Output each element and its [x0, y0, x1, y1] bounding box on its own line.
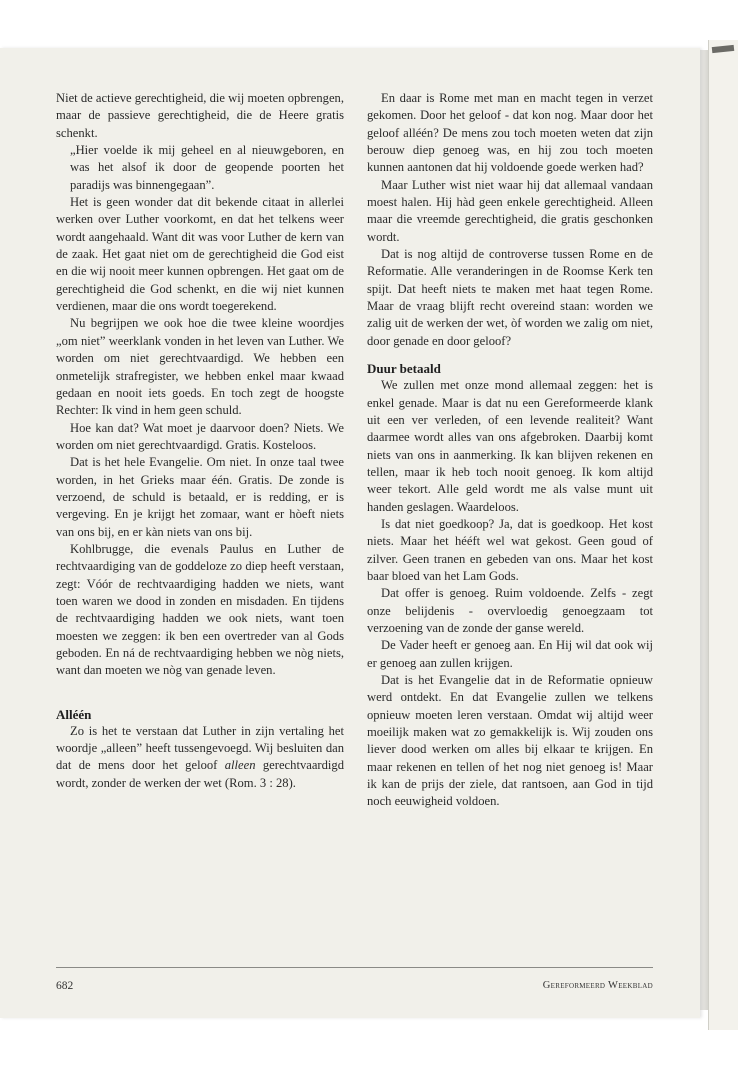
paragraph: We zullen met onze mond allemaal zeggen: het is enkel genade. Maar is dat nu een Gereformeerde klank uit een ver verleden, of een levende realiteit? Want daarmee wordt alles van ons afgebroken. Daarbij komt niets van ons in aanmerking. Ik kan blijven rekenen en tellen, maar ik heb toch nooit genoeg. Ik kom altijd weer tekort. Alle geld wordt me als valse munt uit handen geslagen. Waardeloos.: [367, 378, 653, 514]
footer-rule: [56, 967, 653, 968]
section-heading-alleen: Alléén: [56, 706, 92, 722]
paragraph: Hoe kan dat? Wat moet je daarvoor doen? Niets. We worden om niet gerechtvaardigd. Gratis. Kosteloos.: [56, 420, 344, 452]
paragraph: Maar Luther wist niet waar hij dat allemaal vandaan moest halen. Hij hàd geen enkele gerechtigheid. Alleen maar die vreemde gerechtigheid, die gratis geschonken wordt.: [367, 177, 653, 244]
paragraph: Is dat niet goedkoop? Ja, dat is goedkoop. Het kost niets. Maar het hééft wel wat gekost. Geen goud of zilver. Geen tranen en gebeden van ons. Maar het kost baar bloed van het Lam Gods.: [367, 516, 653, 583]
section-heading-duur-betaald: Duur betaald: [367, 361, 441, 377]
paragraph-text: gerechtvaardigd wordt, zonder de werken der wet (Rom. 3 : 28).: [56, 758, 345, 790]
paragraph: Kohlbrugge, die evenals Paulus en Luther de rechtvaardiging van de goddeloze zo diep heeft verstaan, zegt: Vóór de rechtvaardiging hadden we niets, want toen waren we dood in zonden en misdaden. En tijdens de rechtvaardiging hadden we ook niets, want toen moesten we zeggen: ik ben een overtreder van al Gods geboden. En ná de rechtvaardiging hebben we nòg niets, want dan moeten we nòg van genade leven.: [56, 541, 344, 678]
right-column: [367, 90, 653, 811]
emphasis: alleen: [224, 758, 256, 773]
paragraph: De Vader heeft er genoeg aan. En Hij wil dat ook wij er genoeg aan zullen krijgen.: [367, 638, 653, 670]
paragraph: Nu begrijpen we ook hoe die twee kleine woordjes „om niet” weerklank vonden in het leven van Luther. We worden om niet gerechtvaardigd. We hebben een onmetelijk strafregister, we hebben enkel maar kwaad gedaan en nooit iets goeds. En toch zegt de hoogste Rechter: Ik vind in hem geen schuld.: [56, 316, 344, 418]
paragraph: [56, 723, 344, 792]
paragraph: Het is geen wonder dat dit bekende citaat in allerlei werken over Luther voorkomt, en dat het telkens weer wordt aangehaald. Want dit was voor Luther de kern van de zaak. Het gaat niet om de gerechtigheid die God eist en die wij nooit meer kunnen opbrengen. Het gaat om de gerechtigheid die God schenkt, en die wij niet kunnen verdienen, maar die ons wordt toegerekend.: [56, 195, 344, 314]
paragraph: Dat is het hele Evangelie. Om niet. In onze taal twee worden, in het Grieks maar één. Gratis. De zonde is verzoend, de schuld is betaald, er is redding, er is vergeving. En je krijgt het zomaar, want er hòeft niets van ons bij, en er kàn niets van ons bij.: [56, 455, 344, 539]
paragraph: En daar is Rome met man en macht tegen in verzet gekomen. Door het geloof - dat kon nog. Maar door het geloof alléén? De mens zou toch moeten weten dat zijn berouw diep genoeg was, en hij zou toch moeten kunnen aantonen dat hij voldoende goede werken had?: [367, 91, 653, 175]
block-quote: „Hier voelde ik mij geheel en al nieuwgeboren, en was het alsof ik door de geopende poorten het paradijs was binnengegaan”.: [70, 143, 344, 192]
adjacent-page-edge: [708, 40, 738, 1030]
paragraph: Dat is nog altijd de controverse tussen Rome en de Reformatie. Alle veranderingen in de Roomse Kerk ten spijt. Dat heeft niets te maken met haat tegen Rome. Maar de vraag blijft recht overeind staan: worden we zalig uit de werken der wet, òf worden we zalig om niet, door genade en door geloof?: [367, 247, 653, 348]
paragraph: Dat is het Evangelie dat in de Reformatie opnieuw werd ontdekt. En dat Evangelie zullen we telkens opnieuw moeten leren verstaan. Omdat wij altijd weer moeilijk maken wat zo gemakkelijk is. Wij zouden ons liever dood werken om alles bij elkaar te krijgen. En maar rekenen en tellen of het nog niet genoeg is! Maar ik kan de prijs der ziele, dat rantsoen, aan God in tijd noch eeuwigheid voldoen.: [367, 673, 653, 809]
paragraph: Niet de actieve gerechtigheid, die wij moeten opbrengen, maar de passieve gerechtigheid, die de Heere gratis schenkt.: [56, 91, 344, 140]
page-number: 682: [56, 980, 74, 992]
left-column: [56, 90, 344, 792]
magazine-name: Gereformeerd Weekblad: [542, 980, 653, 991]
paragraph: Dat offer is genoeg. Ruim voldoende. Zelfs - zegt onze belijdenis - overvloedig genoegzaam tot verzoening van de zonde der ganse wereld.: [367, 586, 653, 635]
paragraph-text: Zo is het te verstaan dat Luther in zijn vertaling het woordje „alleen” heeft tussengevoegd. Wij besluiten dan dat de mens door het geloof: [56, 723, 344, 773]
